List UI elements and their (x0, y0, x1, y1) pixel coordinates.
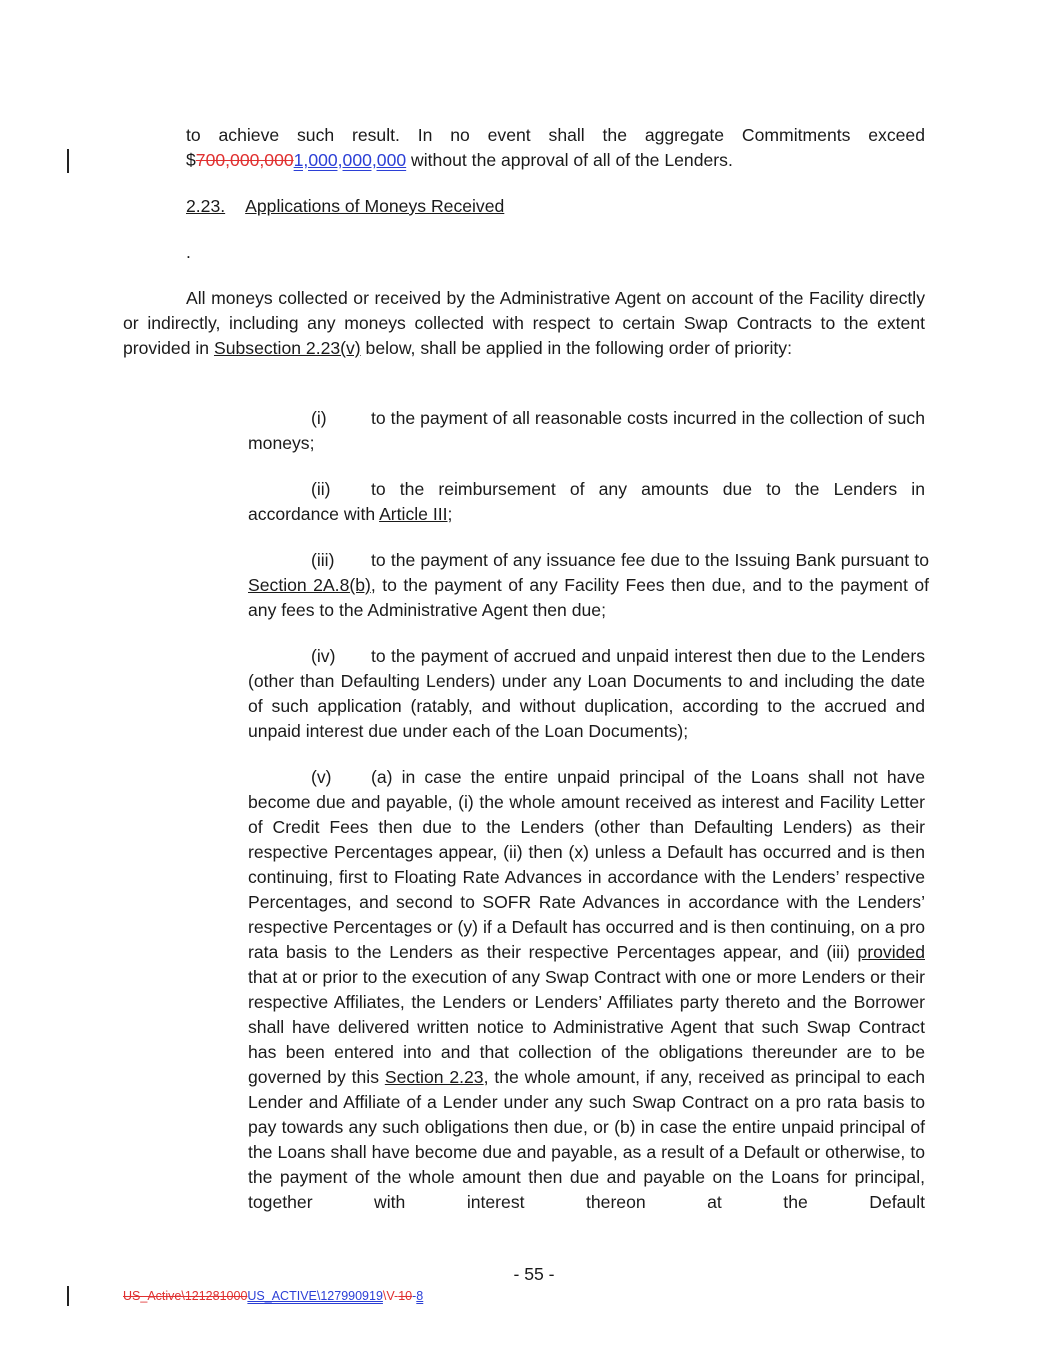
section-number: 2.23. (186, 196, 226, 216)
list-item-iv: (iv) to the payment of accrued and unpaid interest then due to the Lenders (other than Defaulting Lenders) under any Loan Documents to and including the date of such application (ratably, and without duplication, according to the accrued and unpaid interest due under each of the Loan Documents); (248, 646, 925, 741)
inserted-amount: 1,000,000,000 (293, 150, 407, 170)
inserted-version: 8 (416, 1289, 424, 1303)
article-ref: Article III (379, 504, 448, 524)
version-prefix: \V- (382, 1289, 399, 1303)
lead-paragraph: All moneys collected or received by the Administrative Agent on account of the Facility directly or indirectly, including any moneys collected with respect to certain Swap Contracts to the extent provided in Subsection 2.23(v) below, shall be applied in the following order of priority: (123, 288, 925, 358)
item-number: (i) (311, 408, 327, 428)
intro-line-2 (186, 148, 925, 173)
item-number: (v) (311, 767, 332, 787)
list-item-iii: (iii) to the payment of any issuance fee due to the Issuing Bank pursuant to Section 2A.8(b), to the payment of any Facility Fees then due, and to the payment of any fees to the Administrative Agent then due; (248, 550, 929, 620)
item-number: (iv) (311, 646, 336, 666)
document-id-footer (123, 1288, 423, 1304)
change-bar (67, 149, 69, 173)
intro-line-1 (186, 123, 925, 148)
section-ref: Section 2A.8(b) (248, 575, 371, 595)
version-separator: - (412, 1289, 417, 1303)
provided-ref: provided (857, 942, 925, 962)
item-number: (iii) (311, 550, 335, 570)
inserted-doc-id: US_ACTIVE\127990919 (247, 1289, 383, 1303)
list-item-i: (i) to the payment of all reasonable costs incurred in the collection of such moneys; (248, 408, 925, 453)
deleted-version: 10 (398, 1289, 413, 1303)
stray-period: . (186, 242, 191, 262)
subsection-ref: Subsection 2.23(v) (213, 338, 361, 358)
deleted-amount: 700,000,000 (195, 150, 294, 170)
dollar-sign: $ (186, 150, 196, 170)
deleted-doc-id: US_Active\121281000 (123, 1289, 248, 1303)
change-bar (67, 1286, 69, 1306)
list-item-ii: (ii) to the reimbursement of any amounts due to the Lenders in accordance with Article III; (248, 479, 925, 524)
list-item-v: (v) (a) in case the entire unpaid principal of the Loans shall not have become due and payable, (i) the whole amount received as interest and Facility Letter of Credit Fees then due to the Lenders (other than Defaulting Lenders) as their respective Percentages appear, (ii) then (x) unless a Default has occurred and is then continuing, first to Floating Rate Advances in accordance with the Lenders’ respective Percentages, and second to SOFR Rate Advances in accordance with the Lenders’ respective Percentages or (y) if a Default has occurred and is then continuing, on a pro rata basis to the Lenders as their respective Percentages appear, and (iii) provided that at or prior to the execution of any Swap Contract with one or more Lenders or their respective Affiliates, the Lenders or Lenders’ Affiliates party thereto and the Borrower shall have delivered written notice to Administrative Agent that such Swap Contract has been entered into and that collection of the obligations thereunder are to be governed by this Section 2.23, the whole amount, if any, received as principal to each Lender and Affiliate of a Lender under any such Swap Contract on a pro rata basis to pay towards any such obligations then due, or (b) in case the entire unpaid principal of the Loans shall have become due and payable, as a result of a Default or otherwise, to the payment of the whole amount then due and payable on the Loans for principal, together with interest thereon at the Default (248, 767, 925, 1212)
section-heading (186, 194, 504, 219)
intro-text: to achieve such result. In no event shall the aggregate Commitments exceed (186, 125, 925, 145)
item-number: (ii) (311, 479, 331, 499)
section-title: Applications of Moneys Received (245, 196, 505, 216)
section-ref: Section 2.23 (384, 1067, 484, 1087)
page-number: - 55 - (513, 1264, 555, 1284)
intro-tail: without the approval of all of the Lenders. (406, 150, 733, 170)
